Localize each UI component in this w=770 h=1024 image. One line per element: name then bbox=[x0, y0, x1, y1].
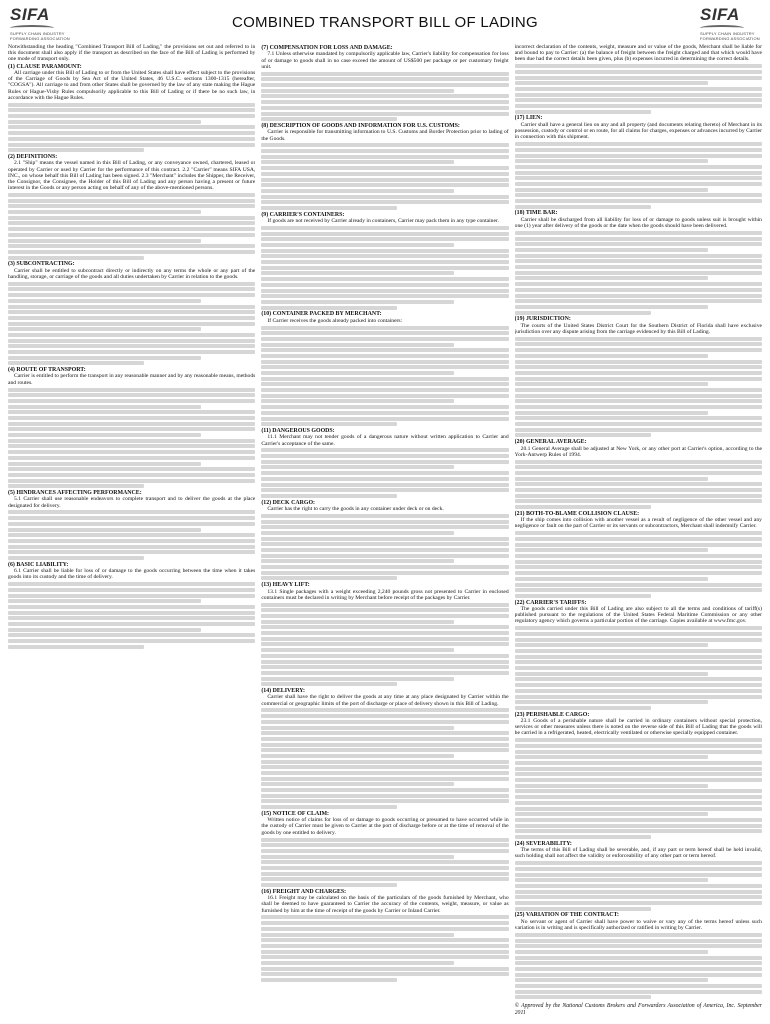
section-heading: (7) COMPENSATION FOR LOSS AND DAMAGE: bbox=[261, 45, 393, 51]
section-heading: (3) SUBCONTRACTING: bbox=[8, 261, 75, 268]
fine-print-lines bbox=[8, 582, 255, 649]
section-heading: (23) PERISHABLE CARGO: bbox=[514, 711, 590, 718]
section-heading: (10) CONTAINER PACKED BY MERCHANT: bbox=[261, 311, 382, 318]
section-text: 16.1 Freight may be calculated on the basis of the particulars of the goods furnished by Merchant, who shall be deemed to have guaranteed to Carrier the accuracy of the contents, weight, measure, or value as furnished by him at the time of receipt of the goods by Carrier or Inland Carrier. bbox=[261, 895, 509, 914]
fine-print-lines bbox=[515, 231, 762, 315]
fine-print-lines bbox=[515, 861, 762, 911]
section-heading: (8) DESCRIPTION OF GOODS AND INFORMATION FOR U.S. CUSTOMS: bbox=[261, 122, 460, 129]
section-text: All carriage under this Bill of Lading to or from the United States shall have effect subject to the provisions of the Carriage of Goods by Sea Act of the United States, 46 U.S.C. sections 1300-1315 (hereafter, "COGSA"). All carriage to and from other States shall be governed by the law of any state making the Hague Rules or Hague-Visby Rules compulsorily applicable to this Bill of Lading or if there be no such law, in accordance with the Hague Rules. bbox=[8, 70, 256, 101]
fine-print-lines bbox=[8, 193, 255, 260]
fine-print-lines bbox=[261, 143, 508, 210]
fine-print-lines bbox=[261, 72, 508, 122]
fine-print-lines bbox=[8, 282, 255, 366]
section-heading: (2) DEFINITIONS: bbox=[8, 153, 58, 160]
section-text: Carrier shall have a general lien on any and all property (and documents relating thereto) of Merchant in its possession, custody or control or en route, for all claims for charges, expenses or advances incurred by Carrier in connection with this shipment. bbox=[514, 121, 762, 141]
terms-column-2 bbox=[261, 44, 508, 1018]
fine-print-lines bbox=[8, 103, 255, 153]
logo-mark: SIFA bbox=[700, 5, 740, 24]
section-text: 11.1 Merchant may not tender goods of a dangerous nature without written application to Carrier and Carrier's acceptance of the same. bbox=[261, 434, 509, 447]
section-heading: (4) ROUTE OF TRANSPORT: bbox=[8, 367, 86, 374]
fine-print-lines bbox=[261, 838, 508, 888]
terms-columns bbox=[8, 44, 762, 1018]
section-text: No servant or agent of Carrier shall have power to waive or vary any of the terms hereof unless such variation is in writing and is specifically authorized or ratified in writing by Carrier. bbox=[514, 918, 762, 931]
section-text: 2.1 "Ship" means the vessel named in this Bill of Lading, or any conveyance owned, chartered, leased or operated by Carrier or used by Carrier for the performance of this contract. 2.2 "Carrier" means SIFA USA, INC., on whose behalf this Bill of Lading has been signed. 2.3 "Merchant" includes the Shipper, the Receiver, the Consignor, the Consignee, the Holder of this Bill of Lading and any person having a present or future interest in the Goods or any person acting on behalf of any of the above-mentioned persons. bbox=[8, 160, 256, 192]
section-heading: (18) TIME BAR: bbox=[514, 210, 558, 217]
terms-column-3 bbox=[515, 44, 762, 1018]
section-text: Carrier shall be entitled to subcontract directly or indirectly on any terms the whole or any part of the handling, storage, or carriage of the goods and all duties undertaken by Carrier in relation to the goods. bbox=[8, 267, 256, 280]
fine-print-lines bbox=[8, 388, 255, 489]
fine-print-lines bbox=[515, 460, 762, 510]
logo-subtext: SUPPLY CHAIN INDUSTRY FORWARDING ASSOCIATION bbox=[700, 31, 760, 41]
fine-print-lines bbox=[515, 933, 762, 1000]
section-heading: (1) CLAUSE PARAMOUNT: bbox=[8, 63, 82, 70]
section-heading: (12) DECK CARGO: bbox=[261, 499, 315, 506]
section-text: If Carrier receives the goods already packed into containers: bbox=[267, 317, 403, 324]
section-text: The goods carried under this Bill of Lading are also subject to all the terms and conditions of tariff(s) published pursuant to the regulations of the United States Federal Maritime Commission or any other regulatory agency which governs a particular portion of the carriage. Copies available at www.fmc.gov. bbox=[514, 605, 762, 625]
approval-footnote: © Approved by the National Customs Brokers and Forwarders Association of America, Inc. September 2011 bbox=[514, 1003, 762, 1016]
terms-column-1 bbox=[8, 44, 255, 1018]
section-text: 6.1 Carrier shall be liable for loss of or damage to the goods occurring between the time when it takes goods into its custody and the time of delivery. bbox=[8, 568, 256, 581]
section-text: 13.1 Single packages with a weight exceeding 2,240 pounds gross not presented to Carrier in enclosed containers must be declared in writing by Merchant before receipt of the packages by Carrier. bbox=[261, 588, 509, 601]
fine-print-lines bbox=[8, 510, 255, 560]
section-text: If goods are not received by Carrier already in containers, Carrier may pack them in any type container. bbox=[267, 218, 499, 225]
fine-print-lines bbox=[515, 64, 762, 114]
fine-print-lines bbox=[515, 337, 762, 438]
section-text: 5.1 Carrier shall use reasonable endeavors to complete transport and to deliver the goods at the place designated for delivery. bbox=[8, 496, 256, 509]
section-text: Carrier is entitled to perform the transport in any reasonable manner and by any reasonable means, methods and routes. bbox=[8, 373, 256, 386]
document-title: COMBINED TRANSPORT BILL OF LADING bbox=[231, 14, 539, 31]
fine-print-lines bbox=[261, 514, 508, 581]
fine-print-lines bbox=[515, 142, 762, 209]
section-text: 20.1 General Average shall be adjusted at New York, or any other port at Carrier's option, according to the York-Antwerp Rules of 1994. bbox=[514, 445, 762, 458]
section-text: Carrier has the right to carry the goods in any container under deck or on deck. bbox=[267, 506, 444, 513]
section-heading: (17) LIEN: bbox=[514, 115, 543, 122]
section-text: 7.1 Unless otherwise mandated by compulsorily applicable law, Carrier's liability for compensation for loss of or damage to goods shall in no case exceed the amount of US$500 per package or per customary freight unit. bbox=[261, 51, 509, 70]
section-heading: (16) FREIGHT AND CHARGES: bbox=[261, 888, 347, 895]
section-text: Carrier is responsible for transmitting information to U.S. Customs and Border Protection prior to lading of the Goods. bbox=[261, 129, 509, 142]
section-heading: (15) NOTICE OF CLAIM: bbox=[261, 810, 330, 817]
section-text: Carrier shall have the right to deliver the goods at any time at any place designated by Carrier within the commercial or geographic limits of the port of discharge or place of delivery shown in this Bill of Lading. bbox=[261, 694, 509, 707]
section-text: 23.1 Goods of a perishable nature shall be carried in ordinary containers without special protection, services or other measures unless there is noted on the reverse side of this Bill of Lading that the goods will be carried in a refrigerated, heated, electrically ventilated or otherwise specially equipped container. bbox=[514, 717, 762, 737]
section-heading: (24) SEVERABILITY: bbox=[514, 840, 572, 847]
section-heading: (5) HINDRANCES AFFECTING PERFORMANCE: bbox=[8, 489, 142, 496]
fine-print-lines bbox=[515, 531, 762, 598]
fine-print-lines bbox=[261, 915, 508, 982]
fine-print-lines bbox=[515, 738, 762, 839]
section-heading: (20) GENERAL AVERAGE: bbox=[514, 439, 587, 446]
intro-paragraph: Notwithstanding the heading "Combined Transport Bill of Lading," the provisions set out and referred to in this document shall also apply if the transport as described on the face of the Bill of Lading is performed by one mode of transport only. bbox=[8, 44, 256, 63]
logo-subtext: SUPPLY CHAIN INDUSTRY FORWARDING ASSOCIATION bbox=[10, 31, 70, 41]
fine-print-lines bbox=[261, 326, 508, 427]
fine-print-lines bbox=[261, 708, 508, 809]
fine-print-lines bbox=[515, 626, 762, 710]
section-heading: (22) CARRIER'S TARIFFS: bbox=[514, 599, 587, 606]
section-text: The courts of the United States District Court for the Southern District of Florida shall have exclusive jurisdiction over any dispute arising from the carriage evidenced by this Bill of Lading. bbox=[514, 322, 762, 335]
section-text: Written notice of claims for loss of or damage to goods occurring or presumed to have occurred while in the custody of Carrier must be given to Carrier at the port of discharge before or at the time of removal of the goods by one entitled to delivery. bbox=[261, 817, 509, 836]
sifa-logo-right bbox=[700, 5, 760, 41]
fine-print-lines bbox=[261, 226, 508, 310]
section-text: If the ship comes into collision with another vessel as a result of negligence of the other vessel and any negligence or fault on the part of Carrier or its servants or subcontractors, Merchant shall indemnify Carrier. bbox=[514, 517, 762, 530]
section-heading: (9) CARRIER'S CONTAINERS: bbox=[261, 211, 345, 218]
section-heading: (13) HEAVY LIFT: bbox=[261, 582, 310, 589]
section-text: incorrect declaration of the contents, weight, measure and or value of the goods, Merchant shall be liable for and bound to pay to Carrier: (a) the balance of freight between the freight charged and that which would have been due had the correct details been given, plus (b) expenses incurred in determining the correct details. bbox=[514, 44, 762, 63]
section-text: The terms of this Bill of Lading shall be severable, and, if any part or term hereof shall be held invalid, such holding shall not affect the validity or enforceability of any other part or term hereof. bbox=[514, 847, 762, 860]
section-text: Carrier shall be discharged from all liability for loss of or damage to goods unless suit is brought within one (1) year after delivery of the goods or the date when the goods should have been delivered. bbox=[514, 216, 762, 230]
section-heading: (6) BASIC LIABILITY: bbox=[8, 561, 69, 568]
page-header bbox=[10, 6, 760, 40]
fine-print-lines bbox=[261, 603, 508, 687]
section-heading: (14) DELIVERY: bbox=[261, 687, 305, 694]
logo-mark: SIFA bbox=[10, 5, 50, 24]
section-heading: (25) VARIATION OF THE CONTRACT: bbox=[514, 912, 619, 919]
fine-print-lines bbox=[261, 448, 508, 498]
section-heading: (19) JURISDICTION: bbox=[514, 316, 571, 323]
section-heading: (21) BOTH-TO-BLAME COLLISION CLAUSE: bbox=[514, 510, 640, 517]
section-heading: (11) DANGEROUS GOODS: bbox=[261, 427, 335, 434]
